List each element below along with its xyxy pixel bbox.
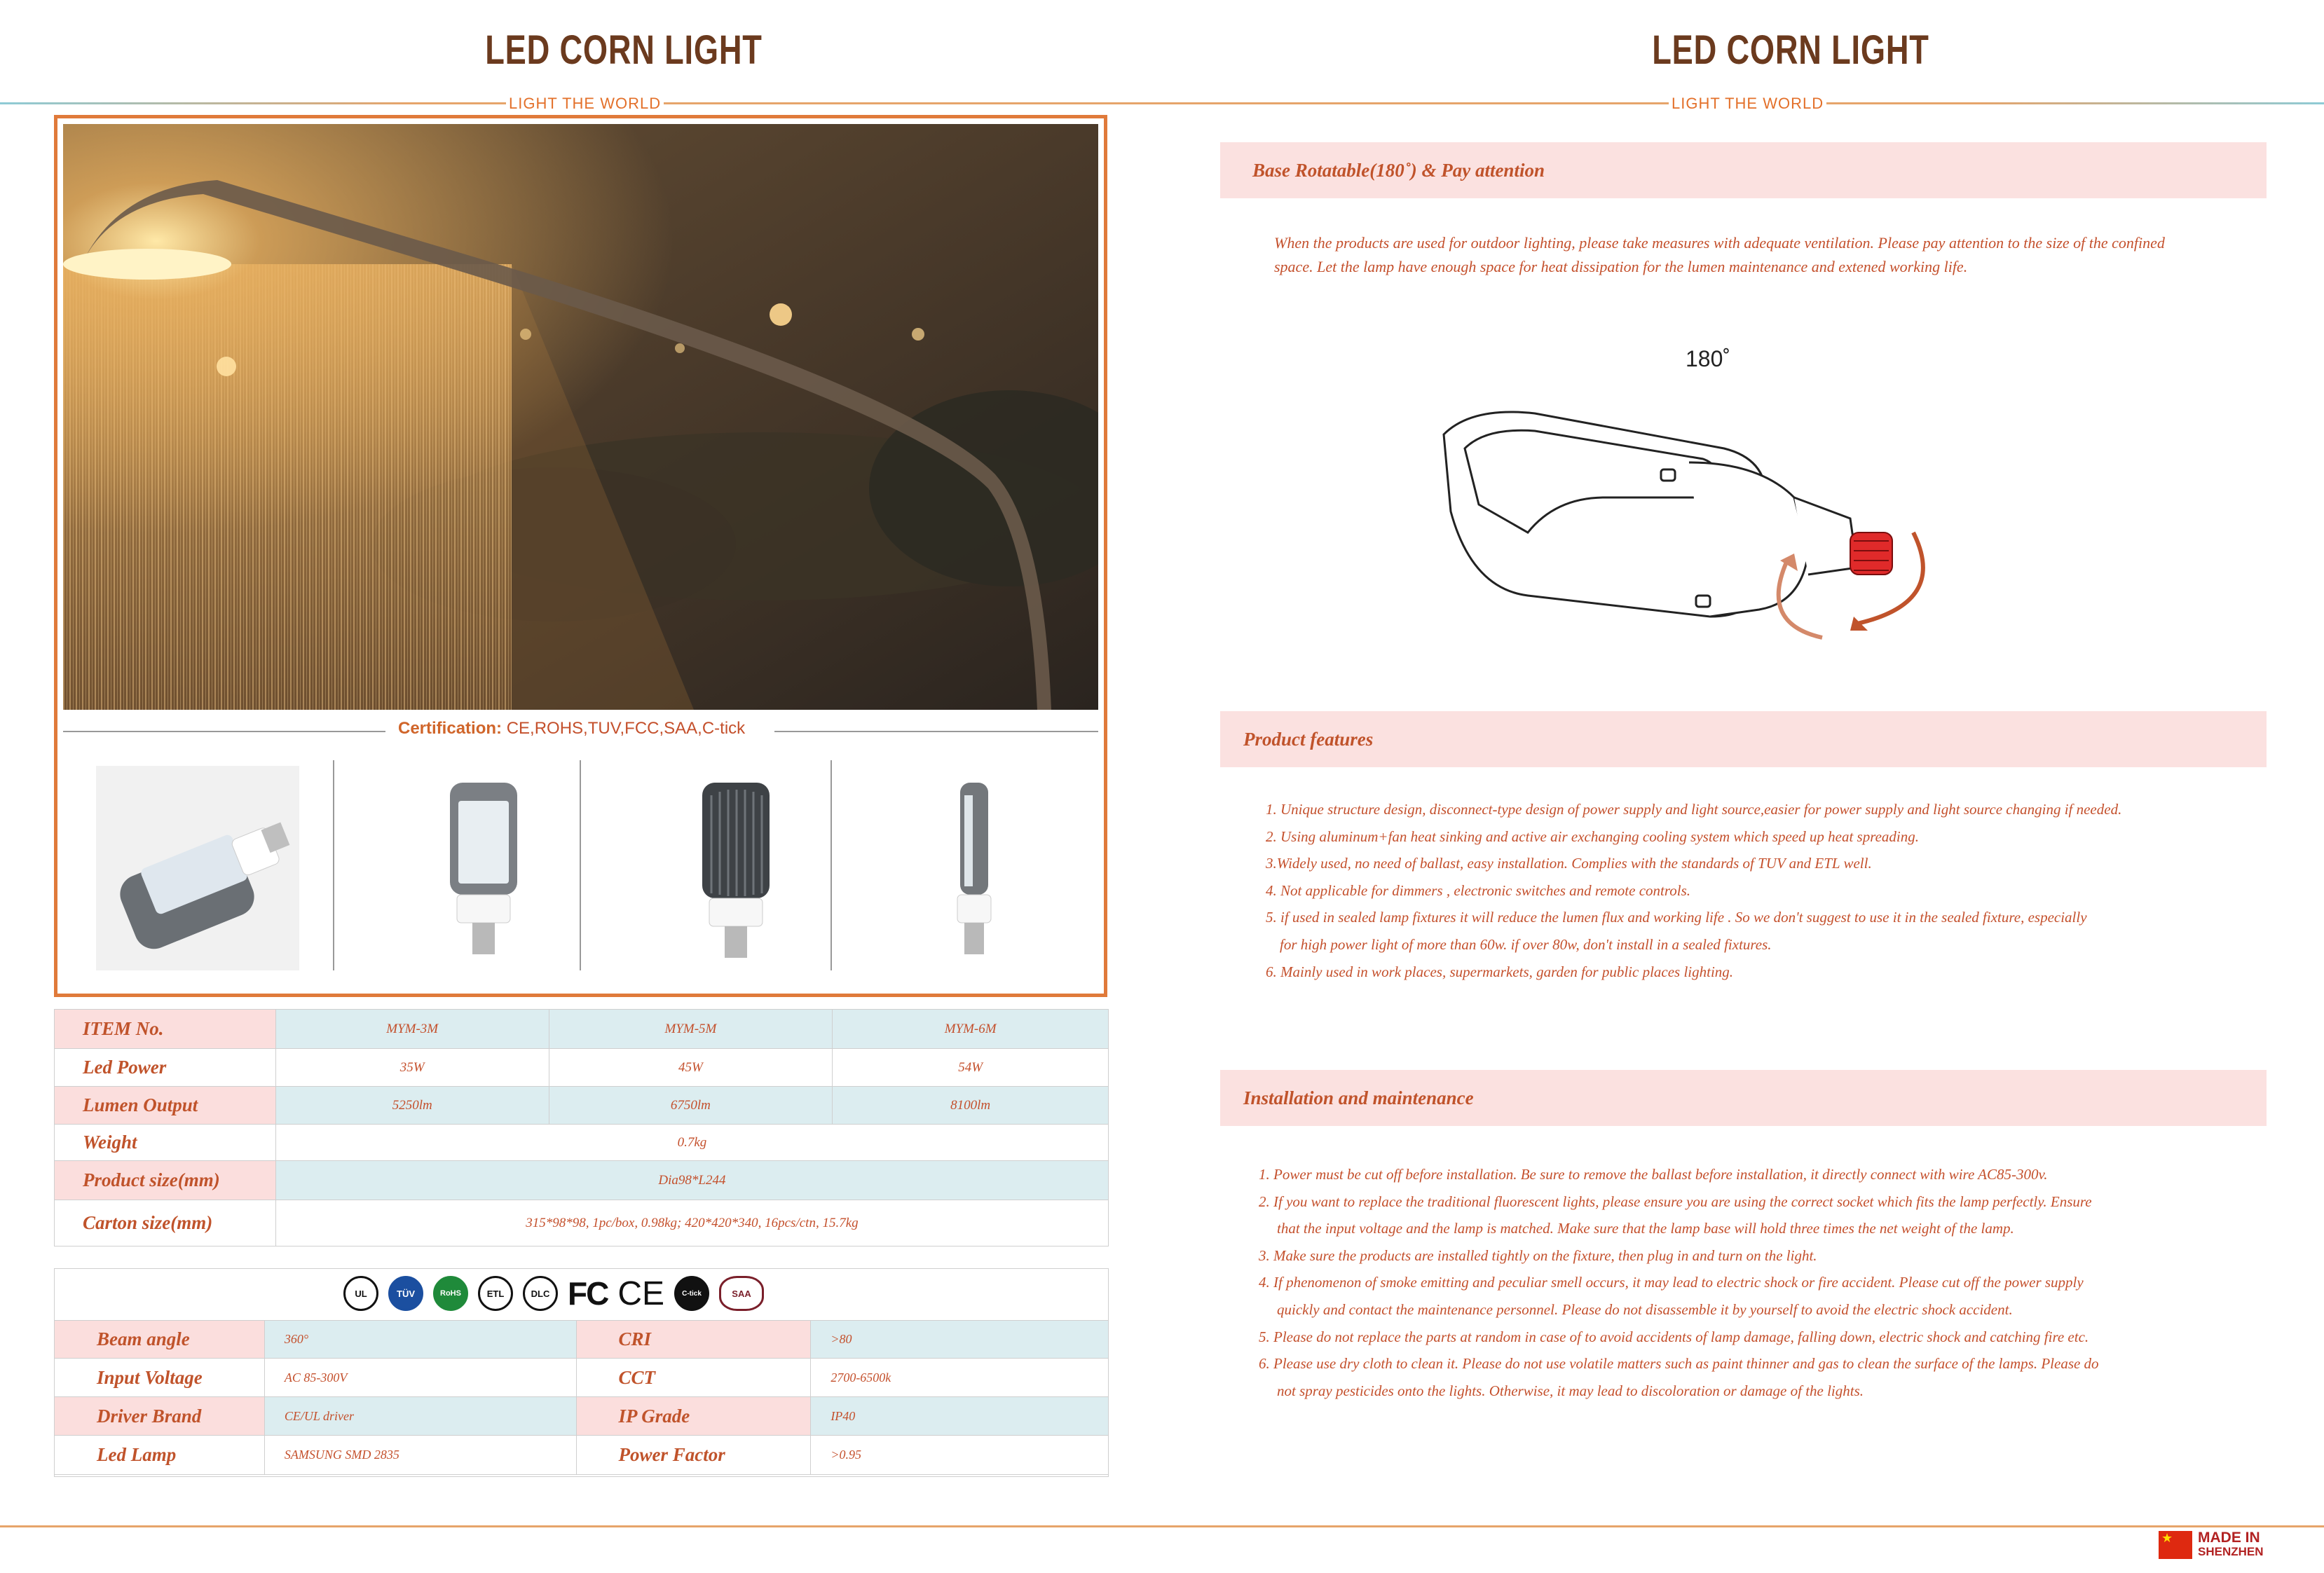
param-value: >0.95	[811, 1436, 1109, 1475]
thumbnail-divider-1	[333, 760, 334, 970]
spec-label: Carton size(mm)	[55, 1200, 276, 1246]
feature-item: 6. Mainly used in work places, supermarkets, garden for public places lighting.	[1266, 963, 1734, 980]
right-tagline: LIGHT THE WORLD	[1669, 95, 1826, 113]
spec-value: 54W	[833, 1049, 1109, 1087]
feature-item: 3.Widely used, no need of ballast, easy installation. Complies with the standards of TUV and ETL well.	[1266, 855, 1872, 872]
base-rotatable-heading: Base Rotatable(180˚) & Pay attention	[1252, 159, 1545, 181]
certification-line	[398, 719, 745, 739]
rohs-logo-icon: RoHS	[433, 1276, 468, 1311]
thumbnail-angled-lamp	[96, 766, 299, 970]
spec-value: 35W	[275, 1049, 549, 1087]
etl-logo-icon: ETL	[478, 1276, 513, 1311]
spec-row-led-power	[55, 1049, 1109, 1087]
param-value: >80	[811, 1321, 1109, 1359]
made-in-shenzhen-badge	[2159, 1531, 2264, 1559]
param-label: Beam angle	[55, 1321, 265, 1359]
spec-value: 6750lm	[549, 1087, 833, 1125]
thumbnail-rear-lamp	[666, 767, 806, 970]
rotation-label: 180˚	[1686, 346, 1731, 371]
install-item-continued: quickly and contact the maintenance personnel. Please do not disassemble it by yourself to avoid the electric shock accident.	[1277, 1300, 2013, 1318]
spec-label: Product size(mm)	[55, 1161, 276, 1200]
product-features-list	[1266, 796, 2247, 985]
install-item: 3. Make sure the products are installed tightly on the fixture, then plug in and turn on the light.	[1259, 1246, 1817, 1264]
spec-value: 5250lm	[275, 1087, 549, 1125]
china-flag-icon: ★	[2159, 1531, 2192, 1559]
left-page-title: LED CORN LIGHT	[485, 27, 763, 73]
feature-item: 1. Unique structure design, disconnect-type design of power supply and light source,easier for power supply and light source changing if needed.	[1266, 801, 2122, 818]
param-label: Input Voltage	[55, 1359, 265, 1397]
param-label: Power Factor	[576, 1436, 811, 1475]
installation-heading: Installation and maintenance	[1243, 1087, 1474, 1108]
thumbnail-side-lamp	[918, 767, 1030, 970]
param-row	[55, 1397, 1109, 1436]
street-lamp-photo	[63, 124, 1098, 710]
thumbnail-divider-3	[831, 760, 832, 970]
install-item-continued: not spray pesticides onto the lights. Otherwise, it may lead to discoloration or damage of the lights.	[1277, 1382, 1864, 1399]
product-features-header	[1220, 711, 2267, 767]
ul-logo-icon: UL	[343, 1276, 378, 1311]
spec-row-carton-size	[55, 1200, 1109, 1246]
left-tagline: LIGHT THE WORLD	[506, 95, 664, 113]
install-item-continued: that the input voltage and the lamp is matched. Make sure that the lamp base will hold three times the net weight of the lamp.	[1277, 1220, 2014, 1237]
param-row	[55, 1359, 1109, 1397]
param-label: CRI	[576, 1321, 811, 1359]
product-features-heading: Product features	[1243, 728, 1374, 750]
param-label: IP Grade	[576, 1397, 811, 1436]
spec-label: Weight	[55, 1125, 276, 1161]
param-value: SAMSUNG SMD 2835	[264, 1436, 576, 1475]
dlc-logo-icon: DLC	[523, 1276, 558, 1311]
spec-value: 45W	[549, 1049, 833, 1087]
ce-logo-icon: CE	[617, 1275, 665, 1312]
certification-value: CE,ROHS,TUV,FCC,SAA,C-tick	[506, 719, 746, 738]
param-value: AC 85-300V	[264, 1359, 576, 1397]
c-tick-logo-icon: C-tick	[674, 1276, 709, 1311]
certification-divider-left	[63, 731, 385, 732]
spec-label: ITEM No.	[55, 1010, 276, 1049]
install-item: 5. Please do not replace the parts at random in case of to avoid accidents of lamp damage, falling down, electric shock and catching fire etc.	[1259, 1328, 2089, 1345]
spec-value: 8100lm	[833, 1087, 1109, 1125]
spec-row-product-size	[55, 1161, 1109, 1200]
right-page-title: LED CORN LIGHT	[1652, 27, 1929, 73]
badge-line-2: SHENZHEN	[2198, 1545, 2264, 1558]
thumbnail-divider-2	[580, 760, 581, 970]
thumbnail-front-lamp	[413, 767, 554, 970]
param-row	[55, 1436, 1109, 1475]
spec-row-weight	[55, 1125, 1109, 1161]
spec-value: Dia98*L244	[275, 1161, 1108, 1200]
spec-row-item-no	[55, 1010, 1109, 1049]
lamp-rotation-diagram	[1430, 392, 1934, 659]
param-value: 2700-6500k	[811, 1359, 1109, 1397]
param-label: Led Lamp	[55, 1436, 265, 1475]
tuv-logo-icon: TÜV	[388, 1276, 423, 1311]
badge-line-1: MADE IN	[2198, 1530, 2260, 1546]
product-thumbnails	[63, 760, 1098, 970]
spec-table	[54, 1009, 1109, 1246]
spec-value: MYM-5M	[549, 1010, 833, 1049]
feature-item: 5. if used in sealed lamp fixtures it will reduce the lumen flux and working life . So we don't suggest to use it in the sealed fixture, especially	[1266, 909, 2087, 926]
spec-value: MYM-3M	[275, 1010, 549, 1049]
param-value: CE/UL driver	[264, 1397, 576, 1436]
install-item: 4. If phenomenon of smoke emitting and peculiar smell occurs, it may lead to electric shock or fire accident. Please cut off the power supply	[1259, 1274, 2084, 1291]
certification-label: Certification:	[398, 719, 503, 738]
param-value: 360°	[264, 1321, 576, 1359]
install-item: 1. Power must be cut off before installation. Be sure to remove the ballast before installation, it directly connect with wire AC85-300v.	[1259, 1166, 2048, 1183]
spec-label: Lumen Output	[55, 1087, 276, 1125]
base-rotatable-header	[1220, 142, 2267, 198]
ventilation-note: When the products are used for outdoor lighting, please take measures with adequate ventilation. Please pay attention to the size of the confined space. Let the lamp have enough space for heat dissipation for the lumen maintenance and extened working life.	[1274, 234, 2165, 275]
fc-logo-icon: FC	[568, 1275, 608, 1312]
spec-value: MYM-6M	[833, 1010, 1109, 1049]
feature-item: 2. Using aluminum+fan heat sinking and active air exchanging cooling system which speed up heat spreading.	[1266, 827, 1920, 845]
spec-label: Led Power	[55, 1049, 276, 1087]
footer-rule	[0, 1525, 2324, 1527]
certification-divider-right	[774, 731, 1098, 732]
param-value: IP40	[811, 1397, 1109, 1436]
spec-row-lumen-output	[55, 1087, 1109, 1125]
param-label: Driver Brand	[55, 1397, 265, 1436]
param-row	[55, 1321, 1109, 1359]
feature-item-continued: for high power light of more than 60w. if over 80w, don't install in a sealed fixtures.	[1280, 935, 1772, 953]
install-item: 6. Please use dry cloth to clean it. Please do not use volatile matters such as paint thinner and gas to clean the surface of the lamps. Please do	[1259, 1355, 2099, 1373]
install-item: 2. If you want to replace the traditional fluorescent lights, please ensure you are using the correct socket which fits the lamp perfectly. Ensure	[1259, 1193, 2092, 1210]
param-table	[54, 1320, 1109, 1475]
spec-value: 0.7kg	[275, 1125, 1108, 1161]
installation-header	[1220, 1070, 2267, 1126]
saa-logo-icon: SAA	[719, 1276, 764, 1311]
spec-value: 315*98*98, 1pc/box, 0.98kg; 420*420*340, 16pcs/ctn, 15.7kg	[275, 1200, 1108, 1246]
cert-logos-row	[343, 1274, 764, 1313]
feature-item: 4. Not applicable for dimmers , electronic switches and remote controls.	[1266, 881, 1691, 899]
installation-list	[1259, 1161, 2254, 1404]
param-label: CCT	[576, 1359, 811, 1397]
